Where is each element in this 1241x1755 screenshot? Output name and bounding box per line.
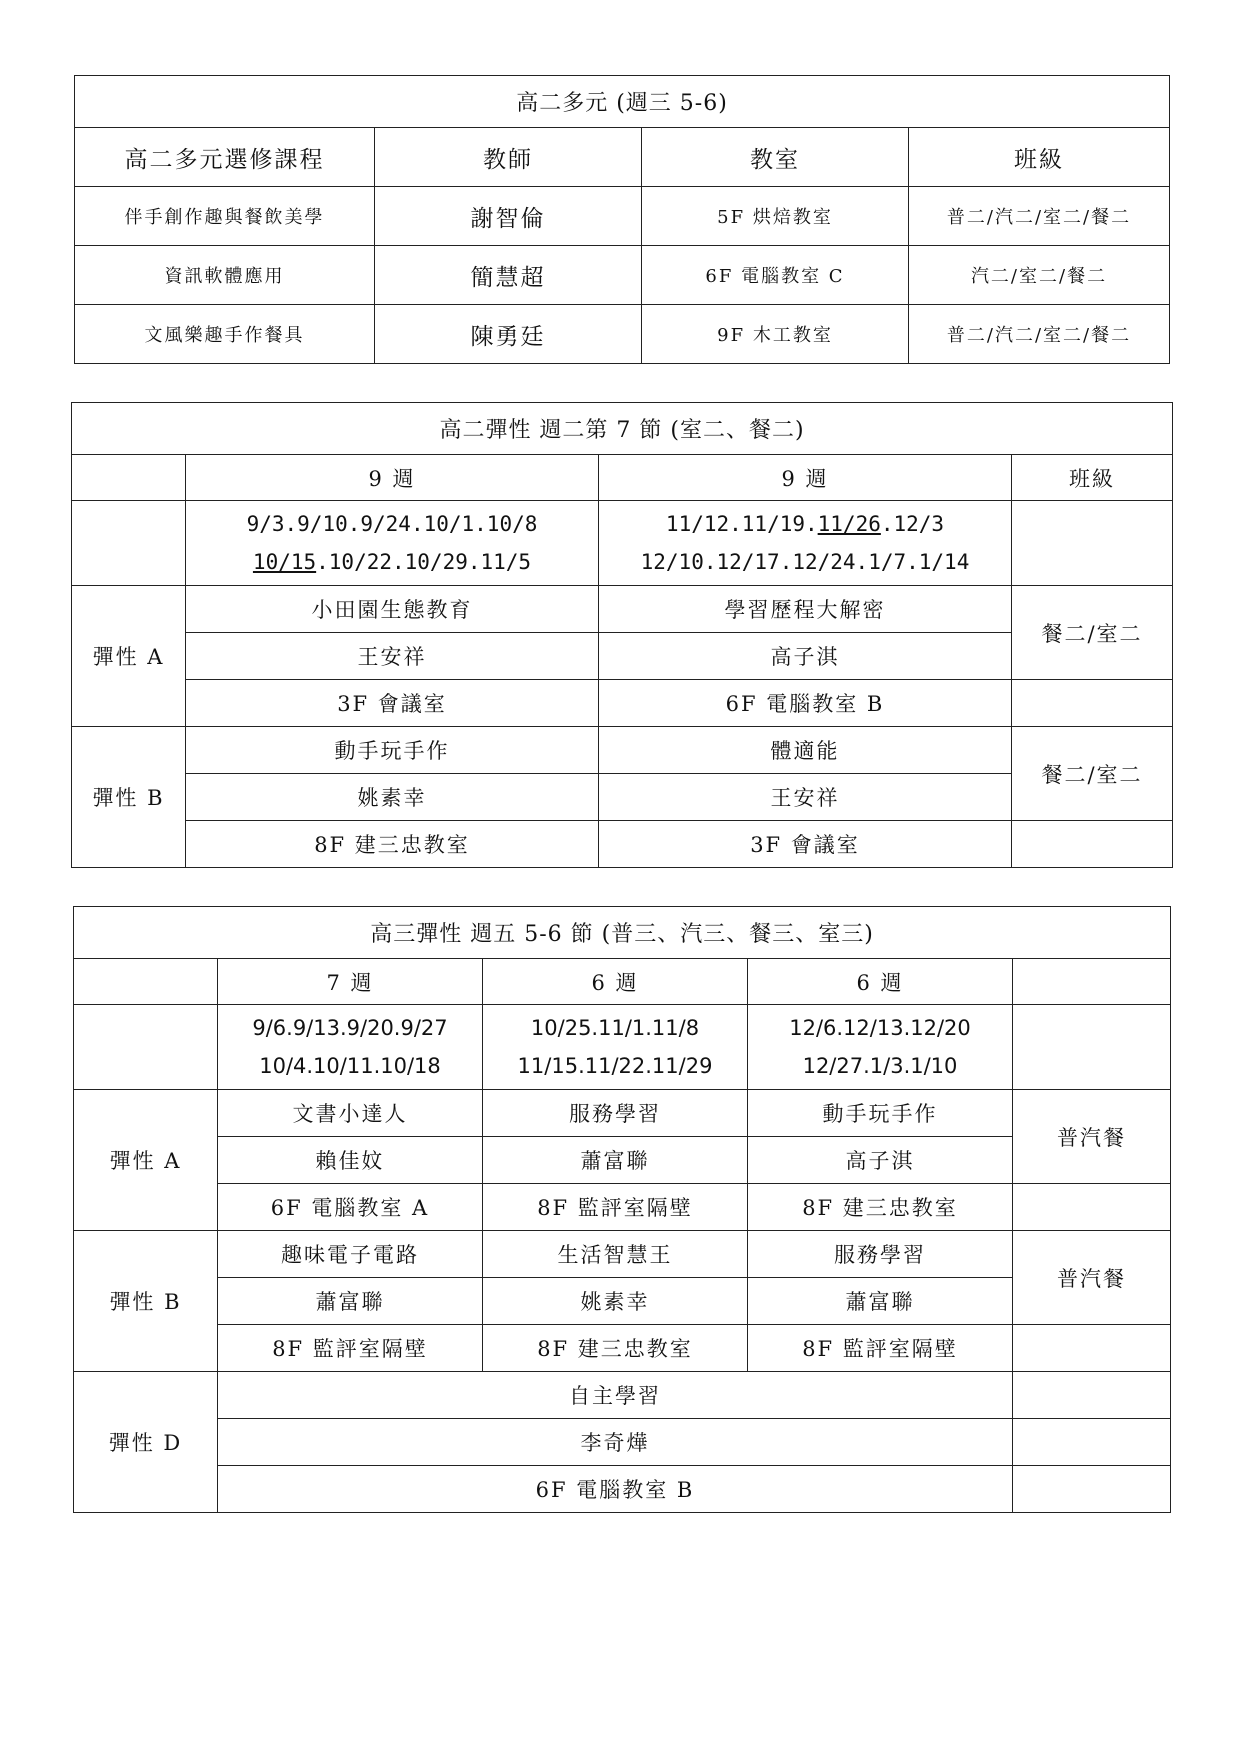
teacher-name: 簡慧超 [375, 246, 642, 305]
course-name: 體適能 [599, 727, 1012, 774]
course-name: 動手玩手作 [186, 727, 599, 774]
date-line: 12/6.12/13.12/20 [789, 1016, 971, 1040]
class-list: 普二/汽二/室二/餐二 [909, 187, 1170, 246]
class-list: 汽二/室二/餐二 [909, 246, 1170, 305]
course-name: 小田園生態教育 [186, 586, 599, 633]
teacher-name: 蕭富聯 [218, 1278, 483, 1325]
class-list: 餐二/室二 [1012, 586, 1173, 680]
flex-table-grade11 [71, 402, 1173, 868]
room-name: 3F 會議室 [599, 821, 1012, 868]
teacher-name: 王安祥 [599, 774, 1012, 821]
course-name: 文書小達人 [218, 1090, 483, 1137]
course-name: 自主學習 [218, 1372, 1013, 1419]
teacher-name: 王安祥 [186, 633, 599, 680]
group-label: 彈性 A [72, 586, 186, 727]
room-name: 8F 建三忠教室 [186, 821, 599, 868]
room-name: 6F 電腦教室 B [218, 1466, 1013, 1513]
empty-cell [72, 501, 186, 586]
teacher-name: 謝智倫 [375, 187, 642, 246]
date-line: 10/4.10/11.10/18 [259, 1054, 441, 1078]
empty-cell [1013, 1184, 1171, 1231]
room-name: 9F 木工教室 [642, 305, 909, 364]
room-name: 5F 烘焙教室 [642, 187, 909, 246]
class-list: 餐二/室二 [1012, 727, 1173, 821]
empty-cell [1013, 1466, 1171, 1513]
empty-cell [1013, 1372, 1171, 1419]
date-underlined: 10/15 [252, 550, 317, 574]
teacher-name: 蕭富聯 [483, 1137, 748, 1184]
room-name: 8F 監評室隔壁 [748, 1325, 1013, 1372]
empty-cell [1013, 1325, 1171, 1372]
date-list [599, 501, 1012, 586]
teacher-name: 姚素幸 [186, 774, 599, 821]
date-rest: .10/22.10/29.11/5 [316, 550, 532, 574]
course-name: 文風樂趣手作餐具 [75, 305, 375, 364]
empty-cell [74, 959, 218, 1005]
table-row [75, 305, 1170, 364]
empty-cell [72, 455, 186, 501]
table-row [75, 246, 1170, 305]
week-header: 6 週 [483, 959, 748, 1005]
room-name: 8F 監評室隔壁 [218, 1325, 483, 1372]
date-line: 12/27.1/3.1/10 [802, 1054, 958, 1078]
date-list [186, 501, 599, 586]
teacher-name: 賴佳妏 [218, 1137, 483, 1184]
table-title: 高二多元 (週三 5-6) [75, 76, 1170, 128]
room-name: 6F 電腦教室 C [642, 246, 909, 305]
header-classes: 班級 [1012, 455, 1173, 501]
table-title: 高三彈性 週五 5-6 節 (普三、汽三、餐三、室三) [74, 907, 1171, 959]
date-line: 9/6.9/13.9/20.9/27 [252, 1016, 448, 1040]
teacher-name: 高子淇 [748, 1137, 1013, 1184]
group-label: 彈性 A [74, 1090, 218, 1231]
teacher-name: 李奇燁 [218, 1419, 1013, 1466]
date-line [599, 505, 1011, 543]
date-underlined: 11/26 [817, 512, 881, 536]
room-name: 8F 建三忠教室 [483, 1325, 748, 1372]
date-list [218, 1005, 483, 1090]
empty-cell [1012, 821, 1173, 868]
course-name: 服務學習 [748, 1231, 1013, 1278]
course-name: 生活智慧王 [483, 1231, 748, 1278]
week-header: 9 週 [599, 455, 1012, 501]
group-label: 彈性 B [74, 1231, 218, 1372]
date-line: 11/15.11/22.11/29 [517, 1054, 713, 1078]
week-header: 6 週 [748, 959, 1013, 1005]
date-line [186, 543, 598, 581]
class-list: 普汽餐 [1013, 1231, 1171, 1325]
date-line: 10/25.11/1.11/8 [530, 1016, 700, 1040]
header-classes: 班級 [909, 128, 1170, 187]
date-list [748, 1005, 1013, 1090]
table-title: 高二彈性 週二第 7 節 (室二、餐二) [72, 403, 1173, 455]
course-name: 資訊軟體應用 [75, 246, 375, 305]
date-pre: 11/12.11/19. [665, 512, 818, 536]
empty-cell [74, 1005, 218, 1090]
course-name: 學習歷程大解密 [599, 586, 1012, 633]
room-name: 8F 監評室隔壁 [483, 1184, 748, 1231]
room-name: 6F 電腦教室 B [599, 680, 1012, 727]
teacher-name: 姚素幸 [483, 1278, 748, 1325]
header-course: 高二多元選修課程 [75, 128, 375, 187]
course-name: 服務學習 [483, 1090, 748, 1137]
group-label: 彈性 D [74, 1372, 218, 1513]
header-teacher: 教師 [375, 128, 642, 187]
flex-table-grade12 [73, 906, 1171, 1513]
week-header: 7 週 [218, 959, 483, 1005]
elective-table-grade11 [74, 75, 1170, 364]
room-name: 8F 建三忠教室 [748, 1184, 1013, 1231]
teacher-name: 陳勇廷 [375, 305, 642, 364]
empty-cell [1013, 1419, 1171, 1466]
class-list: 普二/汽二/室二/餐二 [909, 305, 1170, 364]
course-name: 趣味電子電路 [218, 1231, 483, 1278]
date-line: 12/10.12/17.12/24.1/7.1/14 [640, 550, 970, 574]
week-header: 9 週 [186, 455, 599, 501]
table-row [75, 187, 1170, 246]
date-list [483, 1005, 748, 1090]
date-line: 9/3.9/10.9/24.10/1.10/8 [246, 512, 538, 536]
date-post: .12/3 [880, 512, 945, 536]
class-list: 普汽餐 [1013, 1090, 1171, 1184]
room-name: 3F 會議室 [186, 680, 599, 727]
empty-cell [1013, 959, 1171, 1005]
teacher-name: 高子淇 [599, 633, 1012, 680]
group-label: 彈性 B [72, 727, 186, 868]
empty-cell [1012, 680, 1173, 727]
empty-cell [1013, 1005, 1171, 1090]
room-name: 6F 電腦教室 A [218, 1184, 483, 1231]
header-room: 教室 [642, 128, 909, 187]
course-name: 伴手創作趣與餐飲美學 [75, 187, 375, 246]
course-name: 動手玩手作 [748, 1090, 1013, 1137]
teacher-name: 蕭富聯 [748, 1278, 1013, 1325]
empty-cell [1012, 501, 1173, 586]
